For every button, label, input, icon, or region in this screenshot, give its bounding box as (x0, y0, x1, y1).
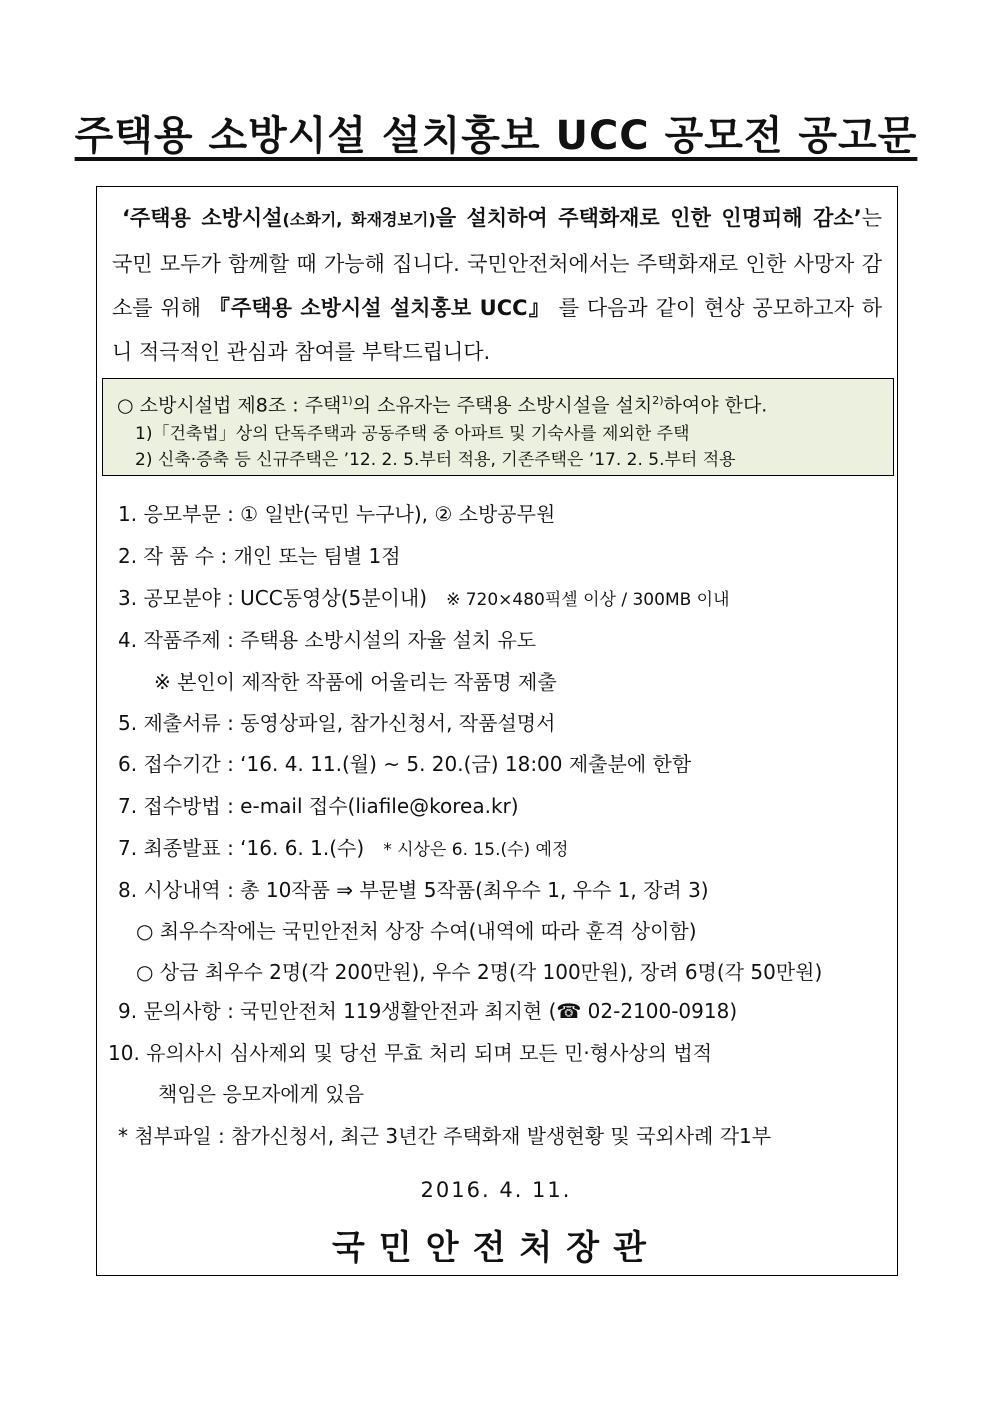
intro-paragraph: ‘주택용 소방시설(소화기, 화재경보기)을 설치하여 주택화재로 인한 인명피해 감소’는 국민 모두가 함께할 때 가능해 집니다. 국민안전처에서는 주택화재로 인한 사망자 감소를 위해 『주택용 소방시설 설치홍보 UCC』 를 다음과 같이 현상 공모하고자 하니 적극적인 관심과 참여를 부탁드립니다. (112, 206, 882, 364)
page-title: 주택용 소방시설 설치홍보 UCC 공모전 공고문 (74, 113, 918, 159)
law-note-1: 1)「건축법」상의 단독주택과 공동주택 중 아파트 및 기숙사를 제외한 주택 (135, 424, 690, 445)
issue-date: 2016. 4. 11. (420, 1178, 572, 1202)
item-announcement: 7. 최종발표 : ‘16. 6. 1.(수) * 시상은 6. 15.(수) 예정 (118, 836, 569, 860)
item-awards-sub-1: ○ 최우수작에는 국민안전처 상장 수여(내역에 따라 훈격 상이함) (136, 919, 697, 943)
law-note-2: 2) 신축·증축 등 신규주택은 ’12. 2. 5.부터 적용, 기존주택은 ’17. 2. 5.부터 적용 (135, 450, 736, 471)
item-period: 6. 접수기간 : ‘16. 4. 11.(월) ~ 5. 20.(금) 18:00 제출분에 한함 (118, 752, 692, 776)
item-awards: 8. 시상내역 : 총 10작품 ⇒ 부문별 5작품(최우수 1, 우수 1, 장려 3) (118, 878, 709, 902)
item-documents: 5. 제출서류 : 동영상파일, 참가신청서, 작품설명서 (118, 711, 556, 735)
item-theme: 4. 작품주제 : 주택용 소방시설의 자율 설치 유도 (118, 628, 537, 652)
item-caution-cont: 책임은 응모자에게 있음 (158, 1082, 364, 1106)
item-caution: 10. 유의사시 심사제외 및 당선 무효 처리 되며 모든 민·형사상의 법적 (108, 1041, 713, 1065)
item-awards-sub-2: ○ 상금 최우수 2명(각 200만원), 우수 2명(각 100만원), 장려 6명(각 50만원) (136, 960, 823, 984)
item-field: 3. 공모분야 : UCC동영상(5분이내) ※ 720×480픽셀 이상 / 300MB 이내 (118, 586, 730, 610)
item-contact: 9. 문의사항 : 국민안전처 119생활안전과 최지현 (☎ 02-2100-0918) (118, 999, 738, 1023)
item-theme-note: ※ 본인이 제작한 작품에 어울리는 작품명 제출 (154, 670, 557, 694)
signature: 국민안전처장관 (332, 1228, 660, 1268)
attachment-note: * 첨부파일 : 참가신청서, 최근 3년간 주택화재 발생현황 및 국외사례 각1부 (118, 1124, 772, 1148)
item-category: 1. 응모부문 : ① 일반(국민 누구나), ② 소방공무원 (118, 502, 556, 526)
item-count: 2. 작 품 수 : 개인 또는 팀별 1점 (118, 544, 401, 568)
item-method: 7. 접수방법 : e-mail 접수(liafile@korea.kr) (118, 794, 519, 818)
law-box (102, 378, 894, 476)
law-main: ○ 소방시설법 제8조 : 주택$^{1)}$의 소유자는 주택용 소방시설을 설치$^{2)}$하여야 한다. (117, 394, 768, 417)
